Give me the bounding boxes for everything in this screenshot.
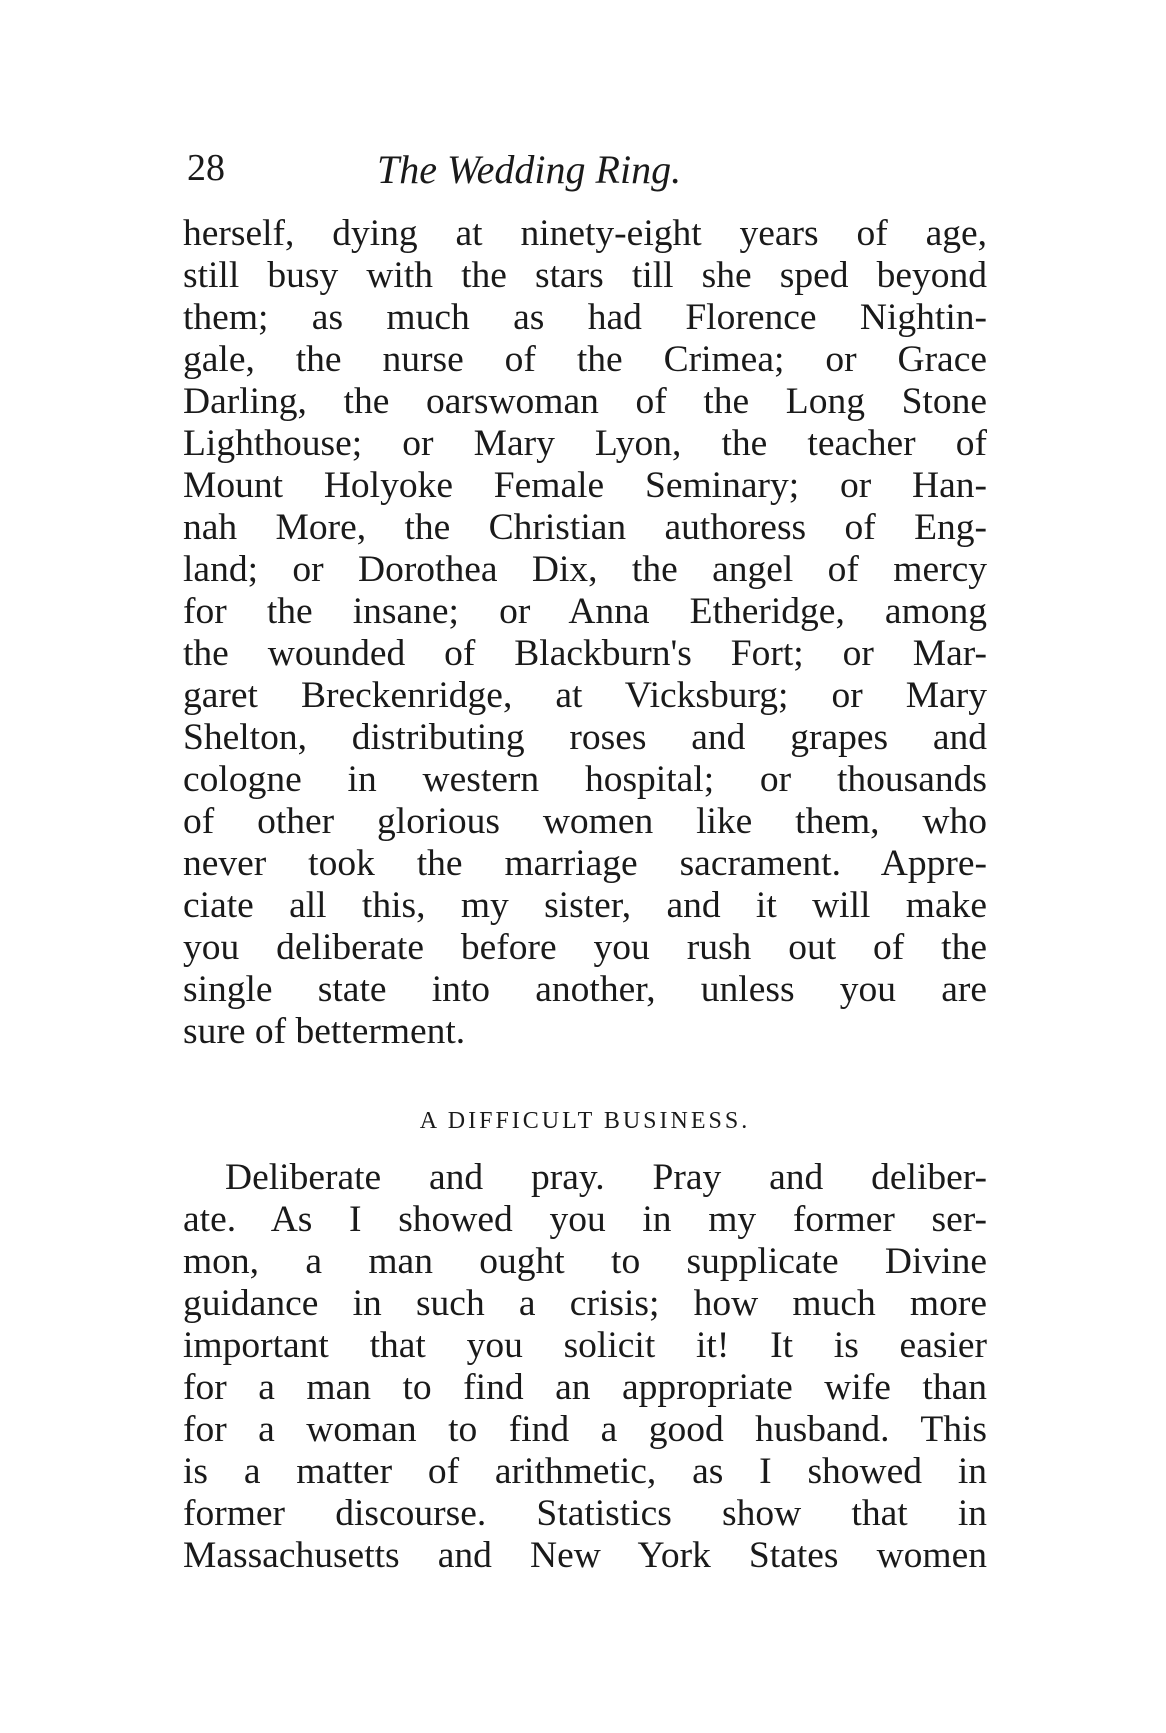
text-line: single state into another, unless you are xyxy=(183,969,987,1010)
text-line: Lighthouse; or Mary Lyon, the teacher of xyxy=(183,423,987,464)
text-line: gale, the nurse of the Crimea; or Grace xyxy=(183,339,987,380)
text-line: them; as much as had Florence Nightin- xyxy=(183,297,987,338)
text-line: for a man to find an appropriate wife than xyxy=(183,1367,987,1408)
text-line: is a matter of arithmetic, as I showed in xyxy=(183,1451,987,1492)
text-line: Shelton, distributing roses and grapes and xyxy=(183,717,987,758)
section-subheading: A DIFFICULT BUSINESS. xyxy=(419,1108,751,1134)
text-line: guidance in such a crisis; how much more xyxy=(183,1283,987,1324)
text-line: of other glorious women like them, who xyxy=(183,801,987,842)
text-line: land; or Dorothea Dix, the angel of mercy xyxy=(183,549,987,590)
text-line: the wounded of Blackburn's Fort; or Mar- xyxy=(183,633,987,674)
text-line: herself, dying at ninety-eight years of age, xyxy=(183,213,987,254)
page-body xyxy=(183,213,987,1577)
text-line: important that you solicit it! It is easier xyxy=(183,1325,987,1366)
text-line: garet Breckenridge, at Vicksburg; or Mary xyxy=(183,675,987,716)
running-title: The Wedding Ring. xyxy=(377,147,682,192)
text-line: Deliberate and pray. Pray and deliber- xyxy=(225,1157,987,1198)
text-line: never took the marriage sacrament. Appre- xyxy=(183,843,987,884)
text-line: mon, a man ought to supplicate Divine xyxy=(183,1241,987,1282)
text-line: sure of betterment. xyxy=(183,1011,466,1052)
page-header xyxy=(187,146,987,206)
text-line: for the insane; or Anna Etheridge, among xyxy=(183,591,987,632)
text-line: cologne in western hospital; or thousands xyxy=(183,759,987,800)
page-number: 28 xyxy=(187,147,225,189)
text-line: Mount Holyoke Female Seminary; or Han- xyxy=(183,465,987,506)
paragraph-2 xyxy=(183,1157,987,1577)
text-line: Darling, the oarswoman of the Long Stone xyxy=(183,381,987,422)
text-line: for a woman to find a good husband. This xyxy=(183,1409,987,1450)
text-line: ate. As I showed you in my former ser- xyxy=(183,1199,987,1240)
paragraph-1 xyxy=(183,213,987,1053)
text-line: former discourse. Statistics show that in xyxy=(183,1493,987,1534)
text-line: nah More, the Christian authoress of Eng- xyxy=(183,507,987,548)
text-line: ciate all this, my sister, and it will make xyxy=(183,885,987,926)
text-line: you deliberate before you rush out of the xyxy=(183,927,987,968)
text-line: Massachusetts and New York States women xyxy=(183,1535,987,1576)
text-line: still busy with the stars till she sped beyond xyxy=(183,255,987,296)
